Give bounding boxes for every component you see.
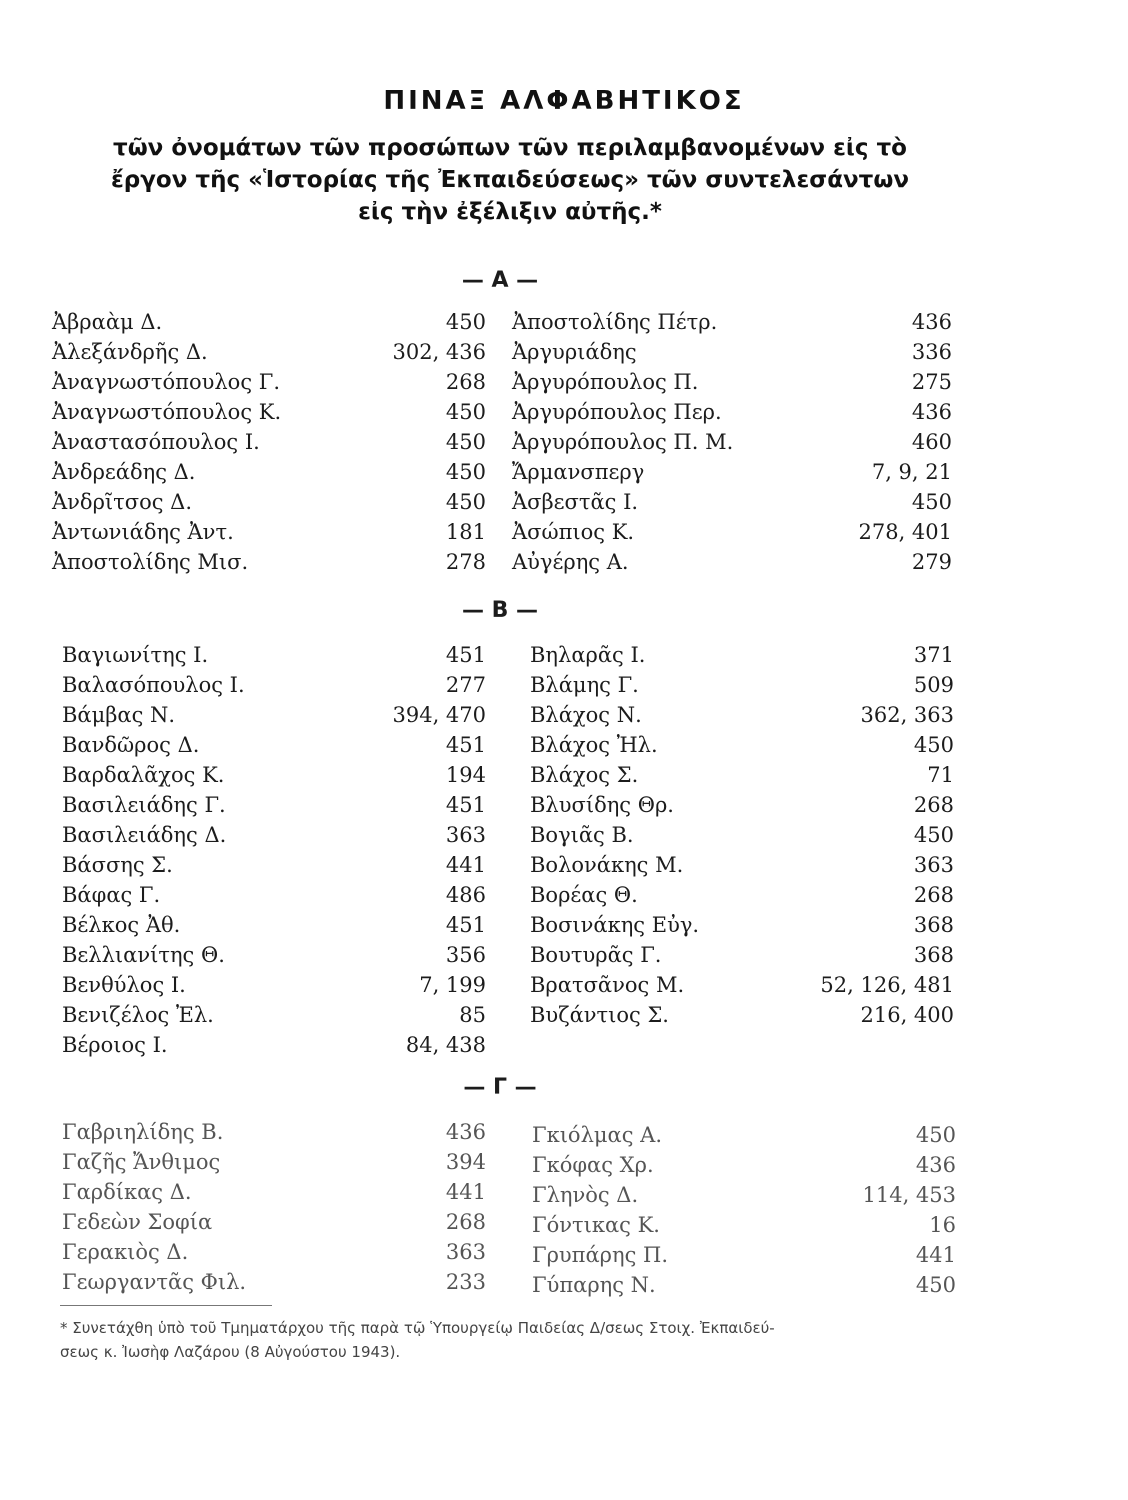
entry-name: Γληνὸς Δ. — [532, 1183, 639, 1207]
entry-name: Βλυσίδης Θρ. — [530, 793, 674, 817]
entry-name: Ἀσώπιος Κ. — [512, 520, 635, 544]
entry-pages: 371 — [913, 643, 954, 667]
index-entry — [52, 337, 486, 367]
index-entry — [52, 487, 486, 517]
entry-pages: 277 — [445, 673, 486, 697]
entry-pages: 460 — [911, 430, 952, 454]
entry-pages: 268 — [445, 1210, 486, 1234]
entry-name: Ἀργυρόπουλος Π. Μ. — [512, 430, 734, 454]
entry-pages: 16 — [929, 1213, 956, 1237]
index-entry — [62, 850, 486, 880]
subtitle-line: τῶν ὀνομάτων τῶν προσώπων τῶν περιλαμβανομένων εἰς τὸ — [113, 135, 907, 161]
entry-name: Ἀργυρόπουλος Περ. — [512, 400, 722, 424]
entry-name: Ἀσβεστᾶς Ι. — [512, 490, 639, 514]
index-entry — [62, 1000, 486, 1030]
entry-name: Ἀλεξάνδρῆς Δ. — [52, 340, 208, 364]
entry-name: Βέλκος Ἀθ. — [62, 913, 181, 937]
section-letter-beta: — Β — — [461, 598, 539, 623]
entry-pages: 363 — [913, 853, 954, 877]
entry-name: Βορέας Θ. — [530, 883, 638, 907]
entry-pages: 302, 436 — [392, 340, 486, 364]
index-entry — [52, 367, 486, 397]
index-entry — [530, 790, 954, 820]
entry-pages: 114, 453 — [862, 1183, 956, 1207]
index-entry — [52, 427, 486, 457]
index-entry — [62, 670, 486, 700]
index-entry — [512, 397, 952, 427]
entry-pages: 362, 363 — [860, 703, 954, 727]
index-entry — [512, 367, 952, 397]
index-entry — [530, 880, 954, 910]
entry-pages: 486 — [445, 883, 486, 907]
index-entry — [512, 487, 952, 517]
index-entry — [62, 640, 486, 670]
index-entry — [512, 517, 952, 547]
entry-name: Ἀποστολίδης Μισ. — [52, 550, 249, 574]
index-entry — [62, 880, 486, 910]
index-entry — [530, 820, 954, 850]
entry-pages: 181 — [445, 520, 486, 544]
index-entry — [532, 1150, 956, 1180]
entry-name: Ἀβραὰμ Δ. — [52, 310, 163, 334]
index-entry — [62, 1117, 486, 1147]
section-letter-gamma: — Γ — — [463, 1075, 537, 1100]
index-entry — [530, 1000, 954, 1030]
entry-name: Βυζάντιος Σ. — [530, 1003, 669, 1027]
entry-pages: 7, 9, 21 — [871, 460, 952, 484]
entry-name: Βλάμης Γ. — [530, 673, 639, 697]
entry-pages: 52, 126, 481 — [820, 973, 954, 997]
entry-pages: 368 — [913, 943, 954, 967]
index-column-beta-right — [530, 640, 954, 1030]
index-column-alpha-left — [52, 307, 486, 577]
subtitle-line: ἔργον τῆς «Ἱστορίας τῆς Ἐκπαιδεύσεως» τῶν συντελεσάντων — [110, 167, 909, 193]
page-title: ΠΙΝΑΞ ΑΛΦΑΒΗΤΙΚΟΣ — [383, 86, 745, 116]
entry-pages: 278 — [445, 550, 486, 574]
entry-name: Βουτυρᾶς Γ. — [530, 943, 662, 967]
entry-pages: 368 — [913, 913, 954, 937]
footnote-line: σεως κ. Ἰωσὴφ Λαζάρου (8 Αὐγούστου 1943). — [60, 1343, 401, 1361]
entry-name: Ἀναγνωστόπουλος Γ. — [52, 370, 280, 394]
entry-pages: 436 — [445, 1120, 486, 1144]
entry-name: Βογιᾶς Β. — [530, 823, 634, 847]
entry-pages: 441 — [915, 1243, 956, 1267]
entry-pages: 336 — [911, 340, 952, 364]
entry-name: Βοσινάκης Εὐγ. — [530, 913, 700, 937]
index-entry — [62, 700, 486, 730]
entry-name: Γαζῆς Ἄνθιμος — [62, 1150, 221, 1174]
index-entry — [52, 307, 486, 337]
entry-name: Βενιζέλος Ἐλ. — [62, 1003, 214, 1027]
index-entry — [512, 457, 952, 487]
entry-name: Βαγιωνίτης Ι. — [62, 643, 209, 667]
entry-name: Βλάχος Σ. — [530, 763, 639, 787]
entry-pages: 436 — [911, 310, 952, 334]
entry-name: Βλάχος Ἠλ. — [530, 733, 658, 757]
index-entry — [62, 730, 486, 760]
index-entry — [62, 1267, 486, 1297]
entry-pages: 509 — [913, 673, 954, 697]
index-entry — [52, 397, 486, 427]
entry-pages: 194 — [445, 763, 486, 787]
entry-pages: 268 — [913, 793, 954, 817]
entry-pages: 450 — [445, 400, 486, 424]
entry-pages: 451 — [445, 643, 486, 667]
index-entry — [532, 1120, 956, 1150]
entry-name: Γερακιὸς Δ. — [62, 1240, 189, 1264]
entry-pages: 394 — [445, 1150, 486, 1174]
entry-name: Γόντικας Κ. — [532, 1213, 660, 1237]
index-entry — [532, 1180, 956, 1210]
entry-pages: 278, 401 — [858, 520, 952, 544]
footnote-divider — [60, 1305, 272, 1306]
entry-pages: 450 — [445, 430, 486, 454]
entry-name: Γαρδίκας Δ. — [62, 1180, 192, 1204]
index-entry — [532, 1240, 956, 1270]
entry-name: Ἀργυριάδης — [512, 340, 637, 364]
entry-pages: 268 — [445, 370, 486, 394]
entry-name: Βρατσᾶνος Μ. — [530, 973, 685, 997]
index-entry — [62, 820, 486, 850]
footnote — [60, 1316, 960, 1364]
entry-pages: 441 — [445, 1180, 486, 1204]
entry-pages: 441 — [445, 853, 486, 877]
entry-pages: 84, 438 — [405, 1033, 486, 1057]
index-entry — [530, 700, 954, 730]
index-entry — [512, 547, 952, 577]
index-entry — [530, 670, 954, 700]
index-entry — [530, 850, 954, 880]
entry-name: Ἄρμανσπεργ — [512, 460, 645, 484]
subtitle-line: εἰς τὴν ἐξέλιξιν αὐτῆς.* — [358, 199, 662, 225]
entry-name: Βασιλειάδης Δ. — [62, 823, 227, 847]
entry-pages: 71 — [927, 763, 954, 787]
entry-name: Βάσσης Σ. — [62, 853, 173, 877]
index-column-gamma-right — [532, 1120, 956, 1300]
entry-name: Ἀναγνωστόπουλος Κ. — [52, 400, 282, 424]
entry-name: Γρυπάρης Π. — [532, 1243, 669, 1267]
entry-pages: 275 — [911, 370, 952, 394]
entry-name: Αὐγέρης Α. — [512, 550, 629, 574]
entry-pages: 363 — [445, 1240, 486, 1264]
index-entry — [62, 970, 486, 1000]
entry-name: Βελλιανίτης Θ. — [62, 943, 225, 967]
index-entry — [512, 427, 952, 457]
entry-name: Βάμβας Ν. — [62, 703, 176, 727]
entry-name: Βανδῶρος Δ. — [62, 733, 200, 757]
entry-name: Γκόφας Χρ. — [532, 1153, 654, 1177]
entry-name: Γύπαρης Ν. — [532, 1273, 656, 1297]
entry-name: Γεδεὼν Σοφία — [62, 1210, 213, 1234]
entry-name: Βηλαρᾶς Ι. — [530, 643, 646, 667]
entry-pages: 450 — [915, 1123, 956, 1147]
index-entry — [530, 940, 954, 970]
entry-name: Βαρδαλᾶχος Κ. — [62, 763, 225, 787]
entry-pages: 450 — [911, 490, 952, 514]
subtitle — [40, 132, 980, 228]
index-entry — [52, 517, 486, 547]
entry-pages: 450 — [445, 310, 486, 334]
entry-pages: 85 — [459, 1003, 486, 1027]
section-letter-alpha: — Α — — [461, 268, 539, 293]
entry-name: Βαλασόπουλος Ι. — [62, 673, 245, 697]
entry-pages: 268 — [913, 883, 954, 907]
index-entry — [62, 760, 486, 790]
index-entry — [530, 970, 954, 1000]
entry-pages: 450 — [445, 490, 486, 514]
index-entry — [62, 1237, 486, 1267]
entry-pages: 279 — [911, 550, 952, 574]
index-entry — [52, 547, 486, 577]
index-entry — [62, 1177, 486, 1207]
entry-name: Ἀποστολίδης Πέτρ. — [512, 310, 718, 334]
entry-name: Ἀντωνιάδης Ἀντ. — [52, 520, 234, 544]
entry-pages: 7, 199 — [419, 973, 486, 997]
entry-pages: 356 — [445, 943, 486, 967]
entry-name: Ἀργυρόπουλος Π. — [512, 370, 699, 394]
index-entry — [62, 1207, 486, 1237]
entry-pages: 450 — [915, 1273, 956, 1297]
entry-name: Βλάχος Ν. — [530, 703, 642, 727]
index-column-beta-left — [62, 640, 486, 1060]
index-entry — [52, 457, 486, 487]
entry-name: Ἀνδρῖτσος Δ. — [52, 490, 193, 514]
index-entry — [62, 910, 486, 940]
entry-pages: 216, 400 — [860, 1003, 954, 1027]
entry-pages: 451 — [445, 793, 486, 817]
entry-pages: 363 — [445, 823, 486, 847]
entry-name: Ἀναστασόπουλος Ι. — [52, 430, 260, 454]
index-entry — [530, 910, 954, 940]
index-entry — [512, 337, 952, 367]
index-column-gamma-left — [62, 1117, 486, 1297]
entry-name: Γεωργαντᾶς Φιλ. — [62, 1270, 247, 1294]
entry-name: Ἀνδρεάδης Δ. — [52, 460, 196, 484]
entry-name: Βέροιος Ι. — [62, 1033, 168, 1057]
entry-pages: 450 — [913, 823, 954, 847]
index-entry — [530, 730, 954, 760]
footnote-line: * Συνετάχθη ὑπὸ τοῦ Τμηματάρχου τῆς παρὰ τῷ Ὑπουργείῳ Παιδείας Δ/σεως Στοιχ. Ἐκπαιδεύ- — [60, 1319, 775, 1337]
entry-pages: 394, 470 — [392, 703, 486, 727]
index-entry — [62, 1030, 486, 1060]
entry-pages: 450 — [445, 460, 486, 484]
entry-pages: 451 — [445, 913, 486, 937]
index-entry — [532, 1270, 956, 1300]
entry-name: Βολονάκης Μ. — [530, 853, 684, 877]
index-entry — [62, 790, 486, 820]
entry-pages: 436 — [915, 1153, 956, 1177]
index-entry — [532, 1210, 956, 1240]
index-entry — [530, 640, 954, 670]
entry-name: Βάφας Γ. — [62, 883, 161, 907]
entry-pages: 450 — [913, 733, 954, 757]
index-column-alpha-right — [512, 307, 952, 577]
entry-name: Γαβριηλίδης Β. — [62, 1120, 224, 1144]
entry-pages: 451 — [445, 733, 486, 757]
entry-name: Βασιλειάδης Γ. — [62, 793, 226, 817]
entry-name: Γκιόλμας Α. — [532, 1123, 662, 1147]
index-entry — [62, 940, 486, 970]
entry-pages: 233 — [445, 1270, 486, 1294]
entry-name: Βενθύλος Ι. — [62, 973, 186, 997]
index-entry — [512, 307, 952, 337]
index-entry — [530, 760, 954, 790]
entry-pages: 436 — [911, 400, 952, 424]
index-entry — [62, 1147, 486, 1177]
